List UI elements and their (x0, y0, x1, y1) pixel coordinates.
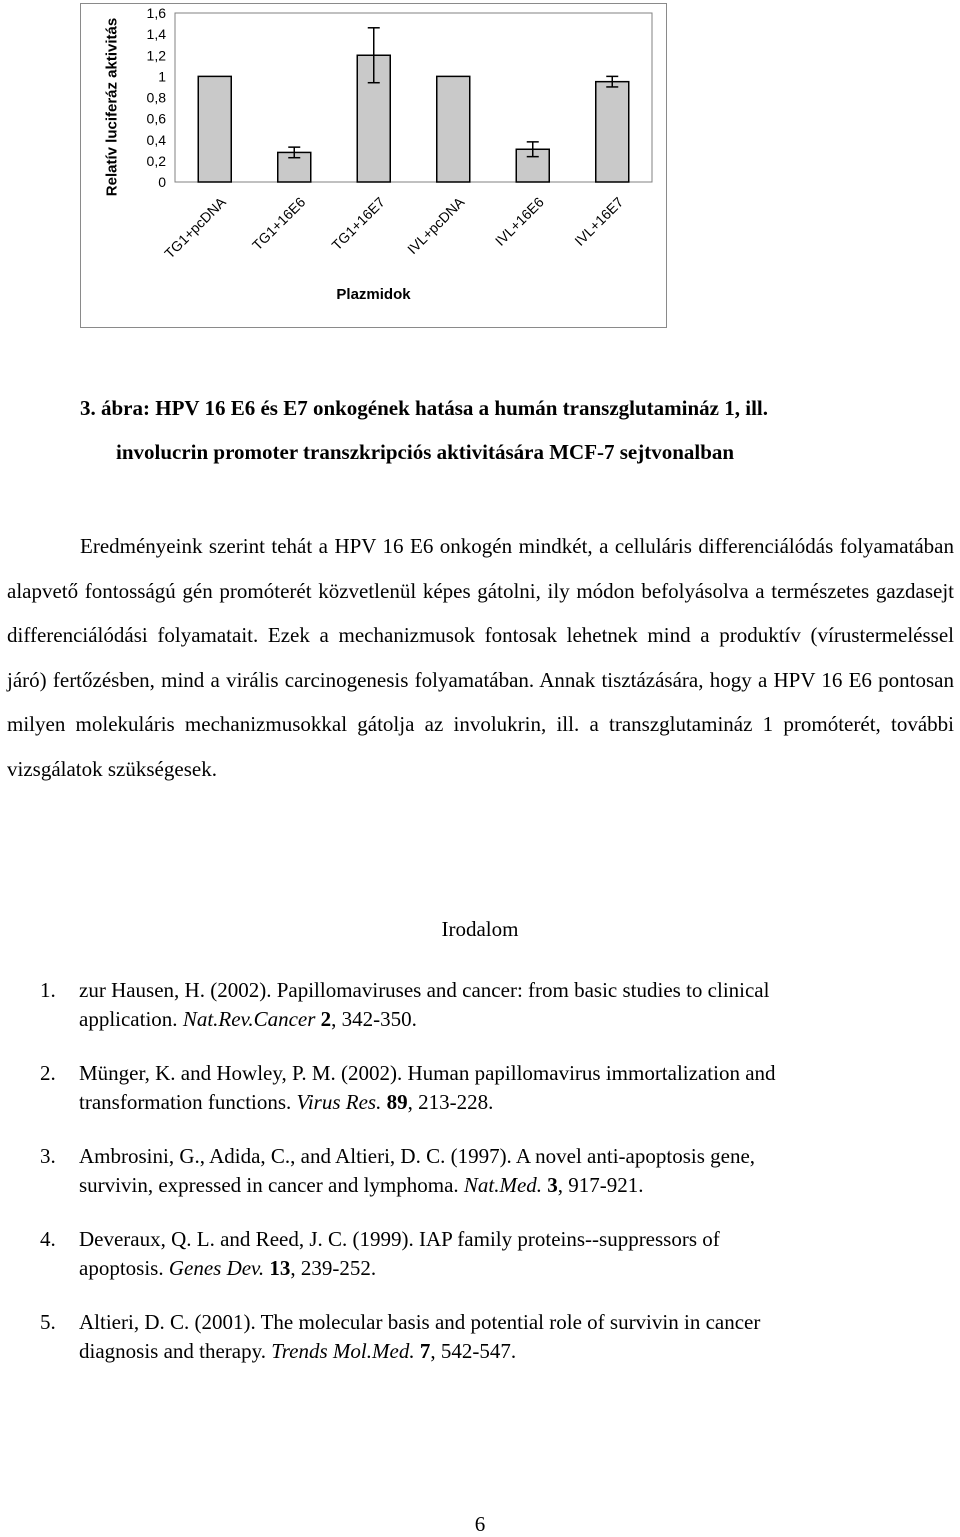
reference-item (40, 1059, 940, 1117)
reference-line-1: Münger, K. and Howley, P. M. (2002). Human papillomavirus immortalization and (79, 1061, 776, 1085)
reference-volume: 3 (547, 1173, 558, 1197)
reference-volume: 7 (419, 1339, 431, 1363)
y-axis-label: Relatív luciferáz aktivitás (103, 17, 121, 197)
reference-number: 4. (40, 1227, 56, 1251)
page-number: 6 (474, 1512, 486, 1536)
y-tick-label: 0 (158, 174, 166, 190)
reference-journal: Genes Dev. (168, 1256, 265, 1280)
caption-line-2: involucrin promoter transzkripciós aktivitására MCF-7 sejtvonalban (116, 440, 735, 464)
reference-number: 5. (40, 1310, 56, 1334)
references-heading: Irodalom (441, 917, 519, 941)
reference-line-2 (79, 1088, 940, 1117)
x-tick-label: TG1+pcDNA (161, 193, 229, 262)
reference-line-1: Altieri, D. C. (2001). The molecular basis and potential role of survivin in cancer (79, 1310, 761, 1334)
reference-item (40, 1225, 940, 1283)
figure-caption (80, 397, 950, 463)
plot-area (175, 13, 652, 182)
y-tick-label: 0,6 (146, 110, 166, 127)
reference-text: transformation functions. (79, 1090, 297, 1114)
reference-line-2 (79, 1337, 940, 1366)
reference-line-2 (79, 1254, 940, 1283)
reference-text: survivin, expressed in cancer and lymphoma. (79, 1173, 464, 1197)
bar-chart (0, 0, 960, 330)
reference-list (40, 976, 940, 1391)
body-text (7, 524, 954, 791)
reference-pages: , 342-350. (331, 1007, 417, 1031)
x-axis-title: Plazmidok (336, 286, 411, 303)
reference-line-2 (79, 1005, 940, 1034)
reference-pages: , 213-228. (407, 1090, 494, 1114)
reference-volume: 13 (269, 1256, 291, 1280)
reference-pages: , 542-547. (430, 1339, 517, 1363)
y-axis-label-wrap (100, 2, 124, 212)
reference-item (40, 1308, 940, 1366)
y-tick-label: 1,4 (146, 26, 166, 43)
reference-journal: Nat.Med. (463, 1173, 543, 1197)
reference-text: application. (79, 1007, 183, 1031)
reference-pages: , 917-921. (557, 1173, 644, 1197)
reference-number: 3. (40, 1144, 56, 1168)
reference-journal: Trends Mol.Med. (271, 1339, 415, 1363)
reference-pages: , 239-252. (290, 1256, 377, 1280)
reference-number: 1. (40, 978, 56, 1002)
reference-volume: 89 (386, 1090, 408, 1114)
y-tick-label: 0,8 (146, 89, 166, 106)
bar (198, 76, 231, 182)
x-tick-label: IVL+pcDNA (404, 193, 468, 258)
y-tick-label: 0,2 (146, 152, 166, 169)
reference-line-2 (79, 1171, 940, 1200)
body-paragraph: Eredményeink szerint tehát a HPV 16 E6 onkogén mindkét, a celluláris differenciálódás folyamatában alapvető fontosságú gén promóterét közvetlenül képes gátolni, ily módon befolyásolva a természetes gazdasejt differenciálódási folyamatait. Ezek a mechanizmusok fontosak lehetnek mind a produktív (vírustermeléssel járó) fertőzésben, mind a virális carcinogenesis folyamatában. Annak tisztázására, hogy a HPV 16 E6 pontosan milyen molekuláris mechanizmusokkal gátolja az involukrin, ill. a transzglutamináz 1 promóterét, további vizsgálatok szükségesek. (7, 534, 954, 781)
reference-item (40, 1142, 940, 1200)
x-tick-label: IVL+16E7 (571, 193, 627, 249)
x-tick-label: TG1+16E6 (248, 193, 309, 254)
y-tick-label: 0,4 (146, 131, 166, 148)
bar (596, 82, 629, 182)
reference-item (40, 976, 940, 1034)
reference-volume: 2 (320, 1007, 332, 1031)
x-tick-label: IVL+16E6 (491, 193, 547, 249)
reference-journal: Nat.Rev.Cancer (182, 1007, 316, 1031)
reference-journal: Virus Res. (296, 1090, 382, 1114)
y-tick-label: 1,2 (146, 47, 166, 64)
y-tick-label: 1 (158, 68, 166, 85)
x-tick-label: TG1+16E7 (328, 193, 388, 254)
reference-line-1: Ambrosini, G., Adida, C., and Altieri, D. C. (1997). A novel anti-apoptosis gene, (79, 1144, 756, 1168)
reference-text: apoptosis. (79, 1256, 169, 1280)
bar (437, 76, 470, 182)
y-tick-label: 1,6 (146, 5, 166, 21)
reference-line-1: Deveraux, Q. L. and Reed, J. C. (1999). IAP family proteins--suppressors of (79, 1227, 720, 1251)
reference-line-1: zur Hausen, H. (2002). Papillomaviruses and cancer: from basic studies to clinical (79, 978, 770, 1002)
caption-line-1: 3. ábra: HPV 16 E6 és E7 onkogének hatása a humán transzglutamináz 1, ill. (80, 396, 769, 420)
reference-text: diagnosis and therapy. (79, 1339, 272, 1363)
reference-number: 2. (40, 1061, 56, 1085)
